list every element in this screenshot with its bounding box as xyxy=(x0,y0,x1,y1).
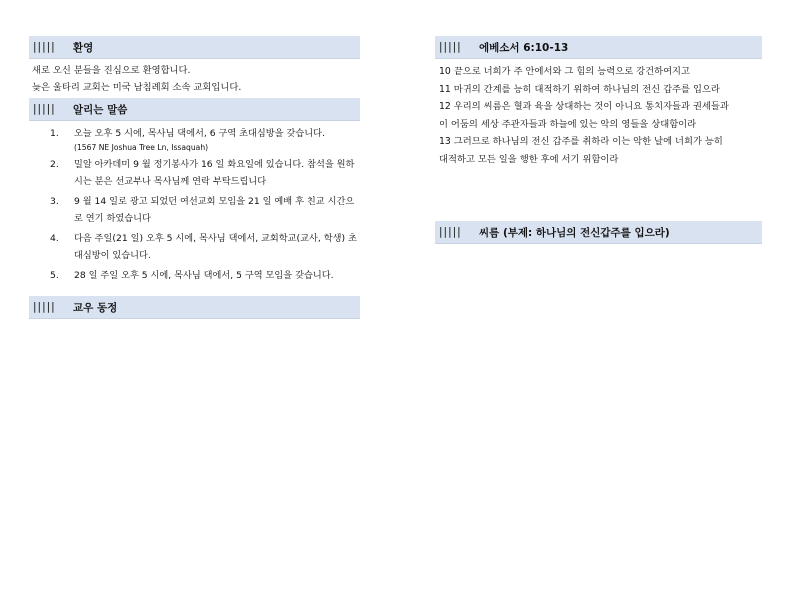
announcement-text: 다음 주일(21 일) 오후 5 시에, 목사님 댁에서, 교회학교(교사, 학생) 초대심방이 있습니다. xyxy=(74,233,357,261)
verse-line: 10 끝으로 너희가 주 안에서와 그 힘의 능력으로 강건하여지고 xyxy=(439,66,691,77)
announcement-address: (1567 NE Joshua Tree Ln, Issaquah) xyxy=(74,143,209,152)
right-column xyxy=(435,36,762,244)
announcement-text: 28 일 주일 오후 5 시에, 목사님 댁에서, 5 구역 모임을 갖습니다. xyxy=(74,270,334,281)
header-bars: ||||| xyxy=(33,41,56,53)
announcement-number: 1. xyxy=(50,128,59,139)
verse-line: 12 우리의 씨름은 혈과 육을 상대하는 것이 아니요 통치자들과 권세들과 xyxy=(439,101,729,112)
header-bars: ||||| xyxy=(439,41,462,53)
scripture-title: 에베소서 6:10-13 xyxy=(479,41,569,54)
verse-line: 13 그러므로 하나님의 전신 갑주를 취하라 이는 악한 날에 너희가 능히 xyxy=(439,136,723,147)
header-bars: ||||| xyxy=(33,103,56,115)
announcement-item xyxy=(29,193,360,227)
verse-line: 이 어둠의 세상 주관자들과 하늘에 있는 악의 영들을 상대함이라 xyxy=(439,118,697,130)
welcome-line: 늦은 울타리 교회는 미국 남침례회 소속 교회입니다. xyxy=(32,82,242,93)
announcement-item xyxy=(29,230,360,264)
announcement-number: 5. xyxy=(50,270,59,281)
announcement-item xyxy=(29,267,360,284)
announcement-text: 밀알 아카데미 9 월 정기봉사가 16 일 화요일에 있습니다. 참석을 원하시는 분은 선교부나 목사님께 연락 부탁드립니다 xyxy=(74,159,355,187)
announcement-number: 3. xyxy=(50,196,59,207)
verse-line: 11 마귀의 간계를 능히 대적하기 위하여 하나님의 전신 갑주를 입으라 xyxy=(439,83,720,95)
announcements-header xyxy=(29,98,360,121)
header-bars: ||||| xyxy=(439,226,462,238)
announcement-item xyxy=(29,125,360,153)
announcement-number: 2. xyxy=(50,159,59,170)
announcements-title: 알리는 말씀 xyxy=(73,103,128,116)
members-header xyxy=(29,296,360,319)
announcement-item xyxy=(29,156,360,190)
sermon-header xyxy=(435,221,762,244)
announcement-text: 9 월 14 일로 광고 되었던 여선교회 모임을 21 일 예배 후 친교 시간으로 연기 하였습니다 xyxy=(74,196,355,224)
welcome-title: 환영 xyxy=(73,41,94,54)
announcement-list xyxy=(29,125,360,284)
members-title: 교우 동정 xyxy=(73,301,118,314)
left-column xyxy=(29,36,360,319)
scripture-header xyxy=(435,36,762,59)
welcome-line: 새로 오신 분들을 진심으로 환영합니다. xyxy=(32,65,191,76)
verse-line: 대적하고 모든 일을 행한 후에 서기 위함이라 xyxy=(439,153,619,165)
welcome-header xyxy=(29,36,360,59)
announcement-number: 4. xyxy=(50,233,59,244)
welcome-body xyxy=(29,62,360,96)
scripture-body xyxy=(435,63,762,168)
announcement-text: 오늘 오후 5 시에, 목사님 댁에서, 6 구역 초대심방을 갖습니다. xyxy=(74,128,325,139)
header-bars: ||||| xyxy=(33,301,56,313)
sermon-title: 씨름 (부제: 하나님의 전신갑주를 입으라) xyxy=(479,226,670,239)
